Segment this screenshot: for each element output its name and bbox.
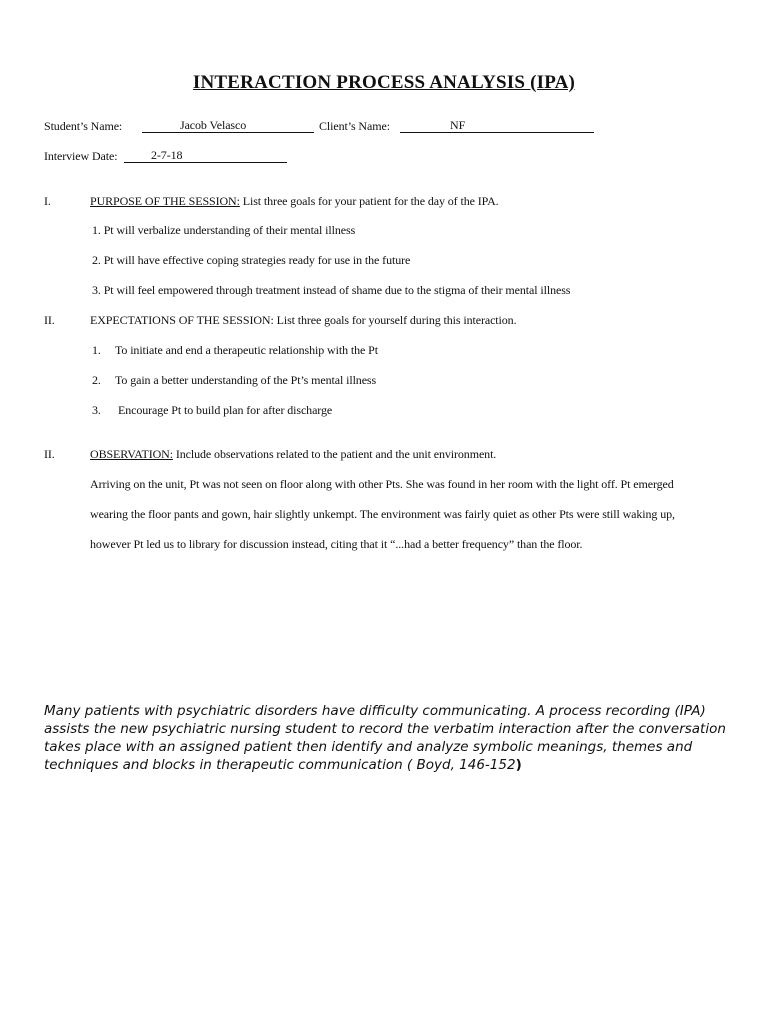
self-goal-3-text: Encourage Pt to build plan for after discharge bbox=[118, 403, 333, 417]
interview-date-value: 2-7-18 bbox=[151, 148, 183, 162]
student-name-value: Jacob Velasco bbox=[180, 118, 247, 132]
self-goal-2-text: To gain a better understanding of the Pt’s mental illness bbox=[115, 373, 377, 387]
student-name-blank bbox=[142, 119, 314, 133]
instruction-note bbox=[44, 702, 734, 774]
section-3-header bbox=[90, 447, 496, 461]
client-name-value: NF bbox=[450, 118, 466, 132]
section-1-header bbox=[90, 194, 499, 208]
section-1-heading: PURPOSE OF THE SESSION: bbox=[90, 194, 240, 208]
observation-line-2: wearing the floor pants and gown, hair slightly unkempt. The environment was fairly quiet as other Pts were still waking up, bbox=[90, 507, 675, 521]
interview-date-label: Interview Date: bbox=[44, 149, 118, 163]
student-name-label: Student’s Name: bbox=[44, 119, 123, 133]
section-2-numeral: II. bbox=[44, 313, 55, 327]
interview-date-field bbox=[124, 149, 287, 166]
patient-goal-1: 1. Pt will verbalize understanding of their mental illness bbox=[92, 223, 356, 237]
self-goal-1-number: 1. bbox=[92, 343, 101, 357]
instruction-note-close: ) bbox=[515, 757, 522, 773]
section-3-heading: OBSERVATION: bbox=[90, 447, 173, 461]
client-name-blank bbox=[400, 119, 594, 133]
self-goal-1-text: To initiate and end a therapeutic relationship with the Pt bbox=[115, 343, 378, 357]
observation-line-1: Arriving on the unit, Pt was not seen on floor along with other Pts. She was found in her room with the light off. Pt emerged bbox=[90, 477, 674, 491]
interview-date-blank bbox=[124, 149, 287, 163]
section-1-instruction: List three goals for your patient for the day of the IPA. bbox=[239, 194, 499, 208]
client-name-field bbox=[400, 119, 594, 136]
observation-line-3: however Pt led us to library for discussion instead, citing that it “...had a better frequency” than the floor. bbox=[90, 537, 583, 551]
client-name-label: Client’s Name: bbox=[319, 119, 390, 133]
instruction-note-text: Many patients with psychiatric disorders have difficulty communicating. A process recording (IPA) assists the new psychiatric nursing student to record the verbatim interaction after the conversation takes place with an assigned patient then identify and analyze symbolic meanings, themes and techniques and blocks in therapeutic communication ( Boyd, 146-152 bbox=[44, 703, 726, 773]
self-goal-3-number: 3. bbox=[92, 403, 101, 417]
section-1-numeral: I. bbox=[44, 194, 51, 208]
document-title: INTERACTION PROCESS ANALYSIS (IPA) bbox=[192, 72, 576, 93]
section-2-heading: EXPECTATIONS OF THE SESSION: List three goals for yourself during this interaction. bbox=[90, 313, 517, 327]
section-3-instruction: Include observations related to the patient and the unit environment. bbox=[172, 447, 497, 461]
section-3-numeral: II. bbox=[44, 447, 55, 461]
student-name-field bbox=[142, 119, 314, 136]
patient-goal-2: 2. Pt will have effective coping strategies ready for use in the future bbox=[92, 253, 411, 267]
patient-goal-3: 3. Pt will feel empowered through treatment instead of shame due to the stigma of their mental illness bbox=[92, 283, 571, 297]
self-goal-2-number: 2. bbox=[92, 373, 101, 387]
